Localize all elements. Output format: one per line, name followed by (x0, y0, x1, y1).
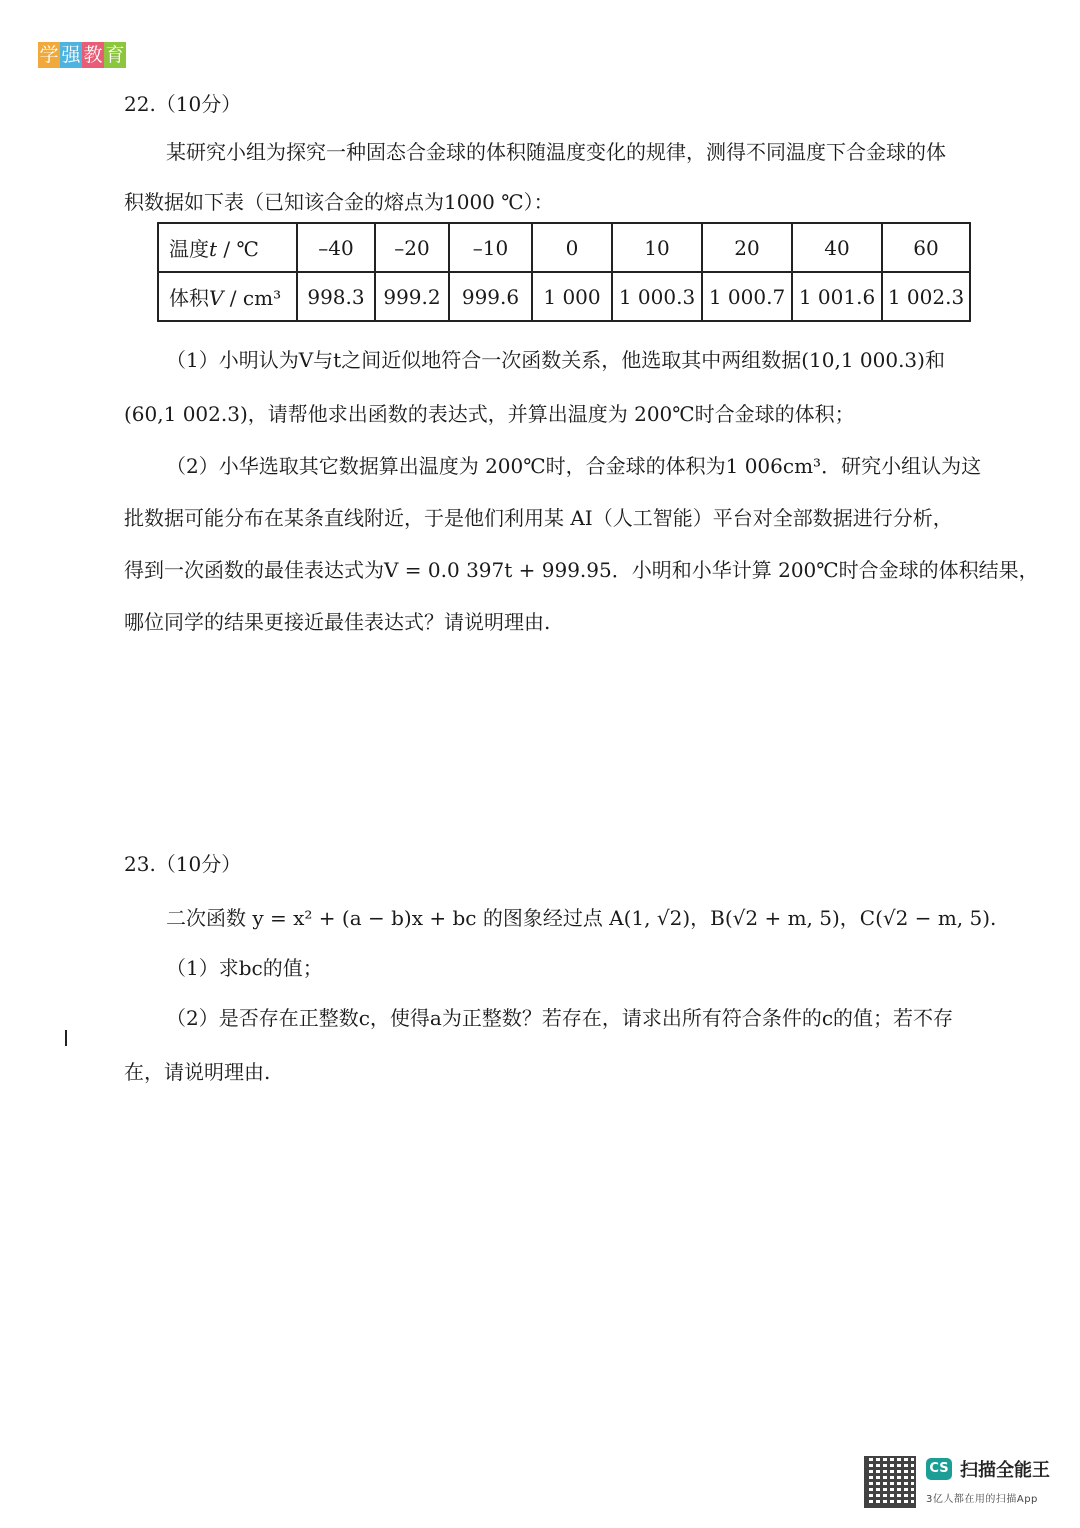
temperature-cell: 20 (702, 223, 792, 272)
logo-char: 强 (61, 44, 81, 66)
volume-cell: 999.6 (449, 272, 532, 321)
q22-intro-line1: 某研究小组为探究一种固态合金球的体积随温度变化的规律，测得不同温度下合金球的体 (166, 140, 946, 164)
q23-part1: （1）求bc的值； (166, 956, 323, 980)
temperature-label: 温度t / ℃ (158, 223, 297, 272)
volume-cell: 1 002.3 (882, 272, 970, 321)
volume-cell: 1 000.3 (612, 272, 702, 321)
volume-cell: 1 001.6 (792, 272, 882, 321)
volume-label: 体积V / cm³ (158, 272, 297, 321)
q22-data-table (157, 222, 971, 322)
q22-part2-line3: 得到一次函数的最佳表达式为V = 0.0 397t + 999.95．小明和小华计算 200℃时合金球的体积结果， (124, 558, 1039, 582)
temperature-cell: 60 (882, 223, 970, 272)
q22-part1-line2: (60,1 002.3)，请帮他求出函数的表达式，并算出温度为 200℃时合金球的体积； (124, 402, 855, 426)
temperature-cell: –10 (449, 223, 532, 272)
scanner-tagline: 3亿人都在用的扫描App (926, 1494, 1038, 1505)
temperature-cell: –40 (297, 223, 375, 272)
scanner-watermark (864, 1456, 1050, 1508)
volume-cell: 998.3 (297, 272, 375, 321)
q23-intro: 二次函数 y = x² + (a − b)x + bc 的图象经过点 A(1, √2)，B(√2 + m, 5)，C(√2 − m, 5). (166, 906, 997, 930)
temperature-row (158, 223, 970, 272)
camscanner-logo-icon: CS (926, 1458, 952, 1480)
publisher-logo (38, 42, 126, 70)
temperature-cell: –20 (375, 223, 449, 272)
scanner-app-name: 扫描全能王 (960, 1460, 1050, 1481)
q22-part2-line2: 批数据可能分布在某条直线附近，于是他们利用某 AI（人工智能）平台对全部数据进行分析， (124, 506, 953, 530)
logo-char: 育 (105, 44, 125, 66)
logo-char: 学 (39, 44, 59, 66)
q22-part2-line4: 哪位同学的结果更接近最佳表达式？请说明理由. (124, 610, 551, 634)
q22-intro-line2: 积数据如下表（已知该合金的熔点为1000 ℃）： (124, 190, 554, 214)
volume-row (158, 272, 970, 321)
volume-cell: 999.2 (375, 272, 449, 321)
logo-char: 教 (83, 44, 103, 66)
volume-cell: 1 000 (532, 272, 612, 321)
temperature-cell: 0 (532, 223, 612, 272)
margin-mark (65, 1030, 67, 1046)
temperature-cell: 40 (792, 223, 882, 272)
q23-part2-line2: 在，请说明理由. (124, 1060, 271, 1084)
q22-part1-line1: （1）小明认为V与t之间近似地符合一次函数关系，他选取其中两组数据(10,1 000.3)和 (166, 348, 945, 372)
q22-number: 22.（10分） (124, 92, 242, 116)
q23-part2-line1: （2）是否存在正整数c，使得a为正整数？若存在，请求出所有符合条件的c的值；若不存 (166, 1006, 954, 1030)
q23-number: 23.（10分） (124, 852, 242, 876)
q22-part2-line1: （2）小华选取其它数据算出温度为 200℃时，合金球的体积为1 006cm³．研究小组认为这 (166, 454, 982, 478)
qr-code-icon (864, 1456, 916, 1508)
volume-cell: 1 000.7 (702, 272, 792, 321)
temperature-cell: 10 (612, 223, 702, 272)
